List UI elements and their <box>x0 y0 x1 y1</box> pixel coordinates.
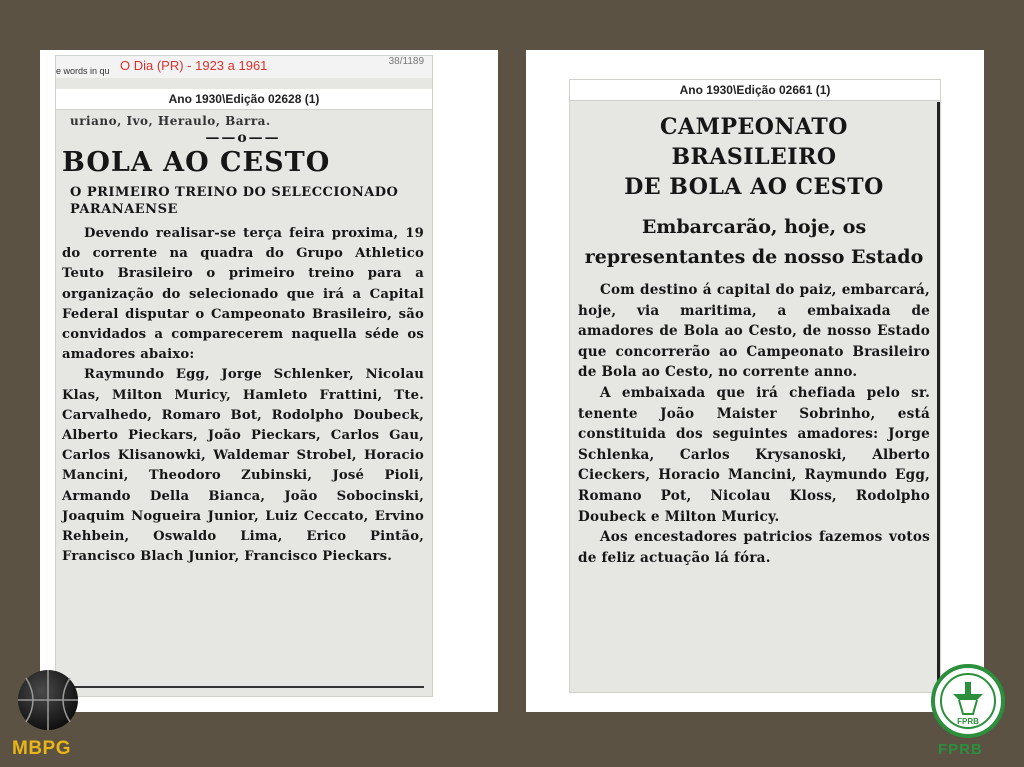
viewer-toolbar <box>56 56 432 78</box>
article-paragraph-1: Devendo realisar-se terça feira proxima, 19 do corrente na quadra do Grupo Athletico Teuto Brasileiro o primeiro treino para a organização do selecionado que irá a Capital Federal disputar o Campeonato Brasileiro, são convidados a comparecerem naquella séde os amadores abaixo: <box>62 226 424 363</box>
basketball-logo-icon <box>10 666 86 732</box>
fprb-badge-icon <box>931 664 1005 738</box>
left-newspaper-clipping <box>56 56 432 696</box>
edition-label: Ano 1930\Edição 02661 (1) <box>570 80 940 101</box>
source-title[interactable]: O Dia (PR) - 1923 a 1961 <box>120 58 268 73</box>
search-snippet: e words in qu <box>56 66 110 76</box>
article-headline: BOLA AO CESTO <box>62 147 331 178</box>
article-paragraph-2: A embaixada que irá chefiada pelo sr. tenente João Maister Sobrinho, está constituida dos seguintes amadores: Jorge Schlenka, Carlos Krysanoski, Alberto Cieckers, Horacio Mancini, Raymundo Egg, Romano Pot, Nicolau Kloss, Rodolpho Doubeck e Milton Muricy. <box>578 384 930 525</box>
fprb-label: FPRB <box>938 741 983 758</box>
faded-top-line: uriano, Ivo, Heraulo, Barra. <box>70 114 271 128</box>
article-paragraph-1: Com destino á capital do paiz, embarcará, hoje, via maritima, a embaixada de amadores de Bola ao Cesto, de nosso Estado que concorrerão ao Campeonato Brasileiro de Bola ao Cesto, no corrente anno. <box>578 282 930 381</box>
right-newspaper-clipping <box>570 80 940 692</box>
article-body <box>56 110 432 696</box>
mbpg-label: MBPG <box>12 738 71 759</box>
article-paragraph-2: Raymundo Egg, Jorge Schlenker, Nicolau Klas, Milton Muricy, Hamleto Frattini, Tte. Carvalhedo, Romaro Bot, Rodolpho Doubeck, Alberto Pieckars, João Pieckars, Carlos Gau, Carlos Klisanowki, Waldemar Strobel, Horacio Mancini, Theodoro Zubinski, José Pioli, Armando Della Bianca, João Sobocinski, Joaquim Nogueira Junior, Luiz Ceccato, Ervino Rehbein, Oswaldo Lima, Erico Pintão, Francisco Blach Junior, Francisco Pieckars. <box>62 367 424 565</box>
article-body <box>570 102 940 692</box>
edition-label: Ano 1930\Edição 02628 (1) <box>56 89 432 110</box>
page-count: 38/1189 <box>388 56 424 67</box>
article-headline-line-2: DE BOLA AO CESTO <box>624 174 884 200</box>
divider: ——o—— <box>205 130 281 146</box>
article-paragraph-3: Aos encestadores patricios fazemos votos de feliz actuação lá fóra. <box>578 529 930 566</box>
bottom-rule <box>64 686 424 688</box>
article-subheadline: O PRIMEIRO TREINO DO SELECCIONADO PARANAENSE <box>70 185 399 217</box>
article-headline-line-1: CAMPEONATO BRASILEIRO <box>660 114 848 170</box>
article-subheadline: Embarcarão, hoje, os representantes de nosso Estado <box>584 216 924 268</box>
fprb-badge-text: FPRB <box>957 717 979 726</box>
